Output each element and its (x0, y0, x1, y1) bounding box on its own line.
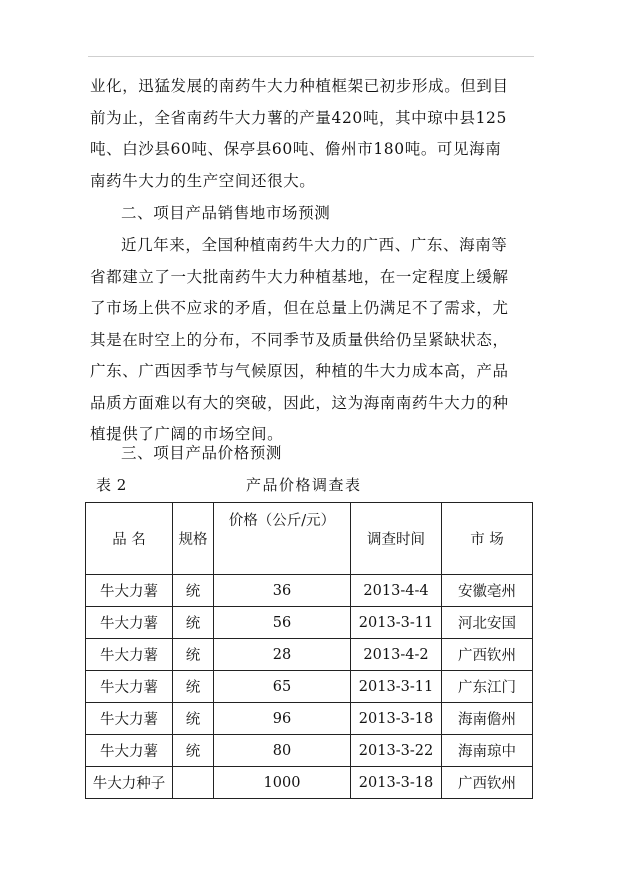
cell-spec: 统 (173, 735, 214, 767)
cell-market: 安徽亳州 (442, 575, 533, 607)
cell-name: 牛大力薯 (86, 639, 173, 671)
cell-name: 牛大力薯 (86, 735, 173, 767)
table-row (86, 767, 533, 799)
price-survey-table (85, 502, 533, 799)
cell-date: 2013-3-18 (351, 767, 442, 799)
cell-price: 80 (214, 735, 351, 767)
cell-spec: 统 (173, 671, 214, 703)
paragraph-2 (90, 230, 530, 451)
header-spec: 规格 (173, 503, 214, 575)
text-line: 植提供了广阔的市场空间。 (90, 425, 284, 443)
cell-date: 2013-3-11 (351, 671, 442, 703)
cell-price: 1000 (214, 767, 351, 799)
table-row (86, 607, 533, 639)
table-row (86, 575, 533, 607)
section-heading-3: 三、项目产品价格预测 (121, 444, 283, 462)
cell-spec: 统 (173, 607, 214, 639)
cell-date: 2013-3-22 (351, 735, 442, 767)
cell-market: 广西钦州 (442, 639, 533, 671)
header-date: 调查时间 (351, 503, 442, 575)
cell-date: 2013-3-18 (351, 703, 442, 735)
table-row (86, 671, 533, 703)
table-row (86, 735, 533, 767)
cell-name: 牛大力薯 (86, 703, 173, 735)
cell-market: 广西钦州 (442, 767, 533, 799)
header-rule (88, 56, 534, 57)
table-title: 产品价格调查表 (246, 476, 362, 494)
header-price: 价格（公斤/元） (214, 503, 351, 575)
cell-market: 广东江门 (442, 671, 533, 703)
table-row (86, 639, 533, 671)
text-line (90, 230, 530, 262)
text-line: 南药牛大力的生产空间还很大。 (90, 171, 316, 190)
text-line: 其是在时空上的分布，不同季节及质量供给仍呈紧缺状态， (90, 330, 509, 349)
cell-name: 牛大力薯 (86, 607, 173, 639)
table-header-row (86, 503, 533, 575)
cell-price: 28 (214, 639, 351, 671)
cell-market: 河北安国 (442, 607, 533, 639)
text-line: 吨、白沙县60吨、保亭县60吨、儋州市180吨。可见海南 (90, 140, 502, 158)
cell-spec: 统 (173, 703, 214, 735)
text-line-content: 近几年来，全国种植南药牛大力的广西、广东、海南等 (121, 236, 508, 254)
cell-market: 海南儋州 (442, 703, 533, 735)
cell-price: 96 (214, 703, 351, 735)
cell-date: 2013-4-2 (351, 639, 442, 671)
text-line: 前为止，全省南药牛大力薯的产量420吨，其中琼中县125 (90, 108, 507, 127)
cell-date: 2013-4-4 (351, 575, 442, 607)
cell-name: 牛大力薯 (86, 671, 173, 703)
cell-name: 牛大力薯 (86, 575, 173, 607)
cell-spec (173, 767, 214, 799)
cell-price: 36 (214, 575, 351, 607)
text-line: 品质方面难以有大的突破，因此，这为海南南药牛大力的种 (90, 393, 509, 412)
text-line: 业化，迅猛发展的南药牛大力种植框架已初步形成。但到目 (90, 77, 509, 95)
cell-price: 65 (214, 671, 351, 703)
text-line: 了市场上供不应求的矛盾，但在总量上仍满足不了需求，尤 (90, 299, 509, 317)
text-line: 省都建立了一大批南药牛大力种植基地，在一定程度上缓解 (90, 267, 509, 286)
table-label: 表 2 (96, 476, 127, 494)
cell-spec: 统 (173, 639, 214, 671)
cell-name: 牛大力种子 (86, 767, 173, 799)
cell-price: 56 (214, 607, 351, 639)
header-market: 市 场 (442, 503, 533, 575)
text-line: 广东、广西因季节与气候原因，种植的牛大力成本高，产品 (90, 362, 509, 380)
cell-spec: 统 (173, 575, 214, 607)
table-row (86, 703, 533, 735)
cell-date: 2013-3-11 (351, 607, 442, 639)
header-name: 品 名 (86, 503, 173, 575)
paragraph-1 (90, 71, 530, 197)
section-heading-2: 二、项目产品销售地市场预测 (121, 204, 331, 222)
cell-market: 海南琼中 (442, 735, 533, 767)
